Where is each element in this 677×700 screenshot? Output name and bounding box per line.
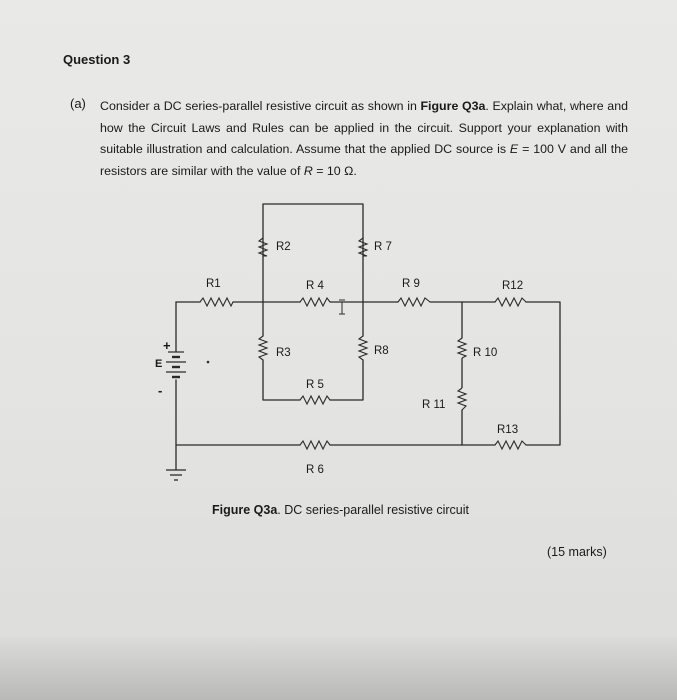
source-label: E — [155, 358, 163, 370]
resistor-r13 — [495, 441, 526, 449]
resistor-r9 — [398, 298, 430, 306]
plus-sign: + — [163, 338, 171, 353]
resistor-r11 — [458, 388, 466, 410]
dc-source-battery — [166, 352, 186, 377]
question-text-part-2: . Explain what, where and how the Circuit Laws and Rules can be applied in the circuit. Support your explanation with suitable illustration and calculation. Assume that the applied DC source is — [100, 99, 628, 156]
figure-reference: Figure Q3a — [420, 99, 486, 113]
marks-label: (15 marks) — [547, 545, 607, 559]
label-r6: R 6 — [306, 464, 324, 476]
label-r1: R1 — [206, 278, 221, 290]
figure-caption-bold: Figure Q3a — [212, 503, 278, 517]
question-text-part-1: Consider a DC series-parallel resistive circuit as shown in — [100, 99, 421, 113]
part-label: (a) — [70, 96, 86, 111]
label-r3: R3 — [276, 347, 291, 359]
label-r10: R 10 — [473, 347, 498, 359]
resistor-r12 — [495, 298, 526, 306]
ground-symbol — [166, 470, 186, 480]
label-r5: R 5 — [306, 379, 324, 391]
source-value: = 100 V and all the resistors are similar with the value of — [100, 142, 629, 178]
label-r13: R13 — [497, 424, 519, 436]
wire-top-loop — [263, 204, 363, 238]
resistor-r6 — [300, 441, 330, 449]
dot-marker — [207, 361, 210, 364]
label-r2: R2 — [276, 241, 291, 253]
wire-r7-r8-branch — [330, 238, 363, 400]
label-r11: R 11 — [422, 399, 446, 411]
resistor-value: = 10 Ω. — [312, 163, 357, 178]
source-symbol: E — [509, 142, 519, 156]
resistor-r4 — [300, 298, 330, 306]
question-title: Question 3 — [63, 52, 131, 67]
label-r9: R 9 — [402, 278, 420, 290]
minus-sign: - — [158, 383, 163, 398]
resistor-r3 — [259, 336, 267, 360]
resistor-r1 — [200, 298, 233, 306]
resistor-r10 — [458, 338, 466, 358]
figure-caption-rest: . DC series-parallel resistive circuit — [277, 503, 470, 517]
wire-r2-r3-branch — [263, 238, 300, 400]
label-r4: R 4 — [306, 280, 324, 292]
figure-caption — [212, 503, 470, 517]
wire-r10-r11-branch — [462, 302, 498, 445]
resistor-r8 — [359, 336, 367, 360]
resistor-symbol: R — [303, 163, 313, 178]
resistor-r5 — [300, 396, 330, 404]
label-r12: R12 — [502, 280, 524, 292]
label-r7: R 7 — [374, 241, 392, 253]
label-r8: R8 — [374, 345, 389, 357]
